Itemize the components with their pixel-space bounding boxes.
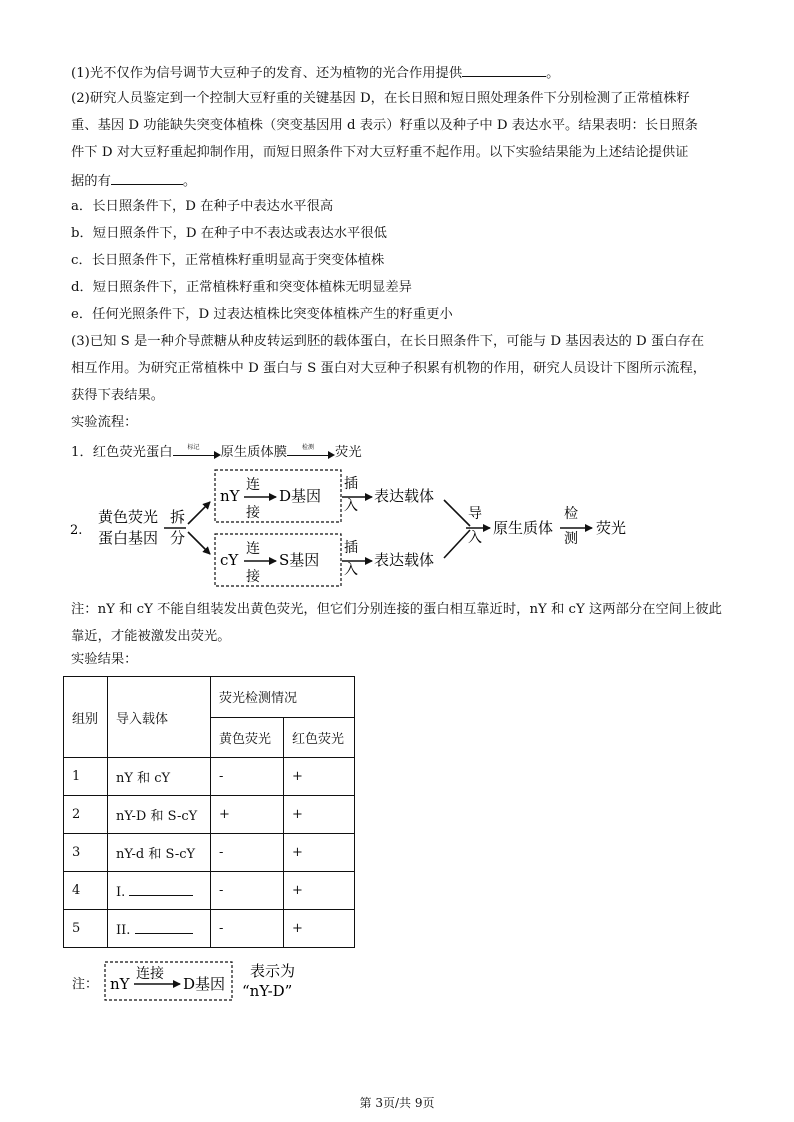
table-row: 4 I. - +: [64, 872, 355, 910]
option-e: e．任何光照条件下，D 过表达植株比突变体植株产生的籽重更小: [71, 307, 453, 322]
legend-d-gene: D基因: [183, 975, 226, 993]
link-label-4: 接: [246, 569, 260, 585]
question-3-line-3: 获得下表结果。: [71, 388, 165, 403]
table-row: 1 nY 和 cY - +: [64, 758, 355, 796]
legend-nY: nY: [110, 975, 130, 993]
import-label: 导: [468, 506, 482, 522]
merge-line-top: [444, 500, 470, 526]
arrow-label: 标记: [173, 446, 221, 460]
import-label-2: 入: [468, 530, 482, 546]
legend-link: 连接: [136, 966, 164, 982]
merge-line-bottom: [444, 530, 470, 558]
arrow-detect: 检测: [287, 446, 335, 460]
question-3-line-1: (3)已知 S 是一种介导蔗糖从种皮转运到胚的载体蛋白，在长日照条件下，可能与 D 基因表达的 D 蛋白存在: [71, 334, 705, 349]
table-row: 3 nY-d 和 S-cY - +: [64, 834, 355, 872]
detect-label-2: 测: [564, 531, 578, 547]
header-red: 红色荧光: [284, 717, 355, 758]
option-c: c．长日照条件下，正常植株籽重明显高于突变体植株: [71, 253, 385, 268]
insert-label: 插: [344, 476, 358, 492]
header-group: 组别: [64, 677, 108, 758]
arrow-head-icon: [214, 451, 221, 459]
option-a: a．长日照条件下，D 在种子中表达水平很高: [71, 199, 334, 214]
answer-blank-2[interactable]: [111, 170, 183, 185]
question-2-line-1: (2)研究人员鉴定到一个控制大豆籽重的关键基因 D，在长日照和短日照处理条件下分别检测了正常植株籽: [71, 91, 690, 106]
link-label: 连: [246, 477, 260, 493]
step-number: 2.: [70, 523, 83, 538]
question-2-line-2: 重、基因 D 功能缺失突变体植株（突变基因用 d 表示）籽重以及种子中 D 表达水平。结果表明：长日照条: [71, 118, 698, 133]
question-1: (1)光不仅作为信号调节大豆种子的发育、还为植物的光合作用提供 。: [71, 62, 559, 84]
results-heading: 实验结果：: [71, 652, 138, 667]
arrow-head-icon: [328, 451, 335, 459]
cY-label: cY: [220, 551, 239, 569]
page-footer: 第 3页/共 9页: [359, 1096, 435, 1110]
legend-prefix: 注：: [72, 977, 99, 992]
answer-blank-I[interactable]: [129, 881, 193, 896]
option-b: b．短日照条件下，D 在种子中不表达或表达水平很低: [71, 226, 387, 241]
split-arrow-up: [188, 502, 210, 524]
table-row: 5 II. - +: [64, 910, 355, 948]
vector-label-top: 表达载体: [374, 487, 435, 505]
legend-means: 表示为: [250, 962, 296, 980]
vector-label-bottom: 表达载体: [374, 551, 435, 569]
fluorescence-label: 荧光: [596, 519, 627, 537]
header-yellow: 黄色荧光: [211, 717, 284, 758]
split-label-2: 分: [170, 529, 186, 547]
answer-blank-II[interactable]: [135, 919, 193, 934]
flow-note: 注：nY 和 cY 不能自组装发出黄色荧光，但它们分别连接的蛋白相互靠近时，nY 和 cY 这两部分在空间上彼此靠近，才能被激发出荧光。: [71, 602, 722, 644]
option-d: d．短日照条件下，正常植株籽重和突变体植株无明显差异: [71, 280, 412, 295]
protoplast-label: 原生质体: [493, 519, 554, 537]
split-label: 拆: [170, 508, 186, 526]
flow-step-1: 1．红色荧光蛋白 标记 原生质体膜 检测 荧光: [71, 443, 362, 460]
legend-nY-D: “nY-D”: [242, 982, 293, 1000]
gene-label-line-2: 蛋白基因: [98, 529, 159, 547]
split-arrow-down: [188, 532, 210, 554]
detect-label: 检: [564, 506, 578, 522]
question-2-line-3: 件下 D 对大豆籽重起抑制作用，而短日照条件下对大豆籽重不起作用。以下实验结果能为上述结论提供证: [71, 145, 689, 160]
answer-blank-1[interactable]: [462, 62, 546, 77]
nY-label: nY: [220, 487, 240, 505]
question-3-line-2: 相互作用。为研究正常植株中 D 蛋白与 S 蛋白对大豆种子积累有机物的作用，研究人员设计下图所示流程，: [71, 361, 707, 376]
header-vector: 导入载体: [108, 677, 211, 758]
link-label-3: 连: [246, 541, 260, 557]
insert-label-3: 插: [344, 540, 358, 556]
legend-note: [70, 958, 350, 1006]
question-2-line-4: 据的有 。: [71, 170, 196, 192]
header-detect: 荧光检测情况: [211, 677, 355, 718]
flow-step-2-diagram: [66, 466, 666, 590]
s-gene-label: S基因: [279, 551, 320, 569]
link-label-2: 接: [246, 505, 260, 521]
insert-label-2: 入: [344, 498, 358, 514]
table-row: 2 nY-D 和 S-cY + +: [64, 796, 355, 834]
gene-label-line-1: 黄色荧光: [98, 508, 159, 526]
d-gene-label: D基因: [279, 487, 322, 505]
insert-label-4: 入: [344, 562, 358, 578]
flow-heading: 实验流程：: [71, 415, 138, 430]
results-table: [63, 676, 355, 948]
